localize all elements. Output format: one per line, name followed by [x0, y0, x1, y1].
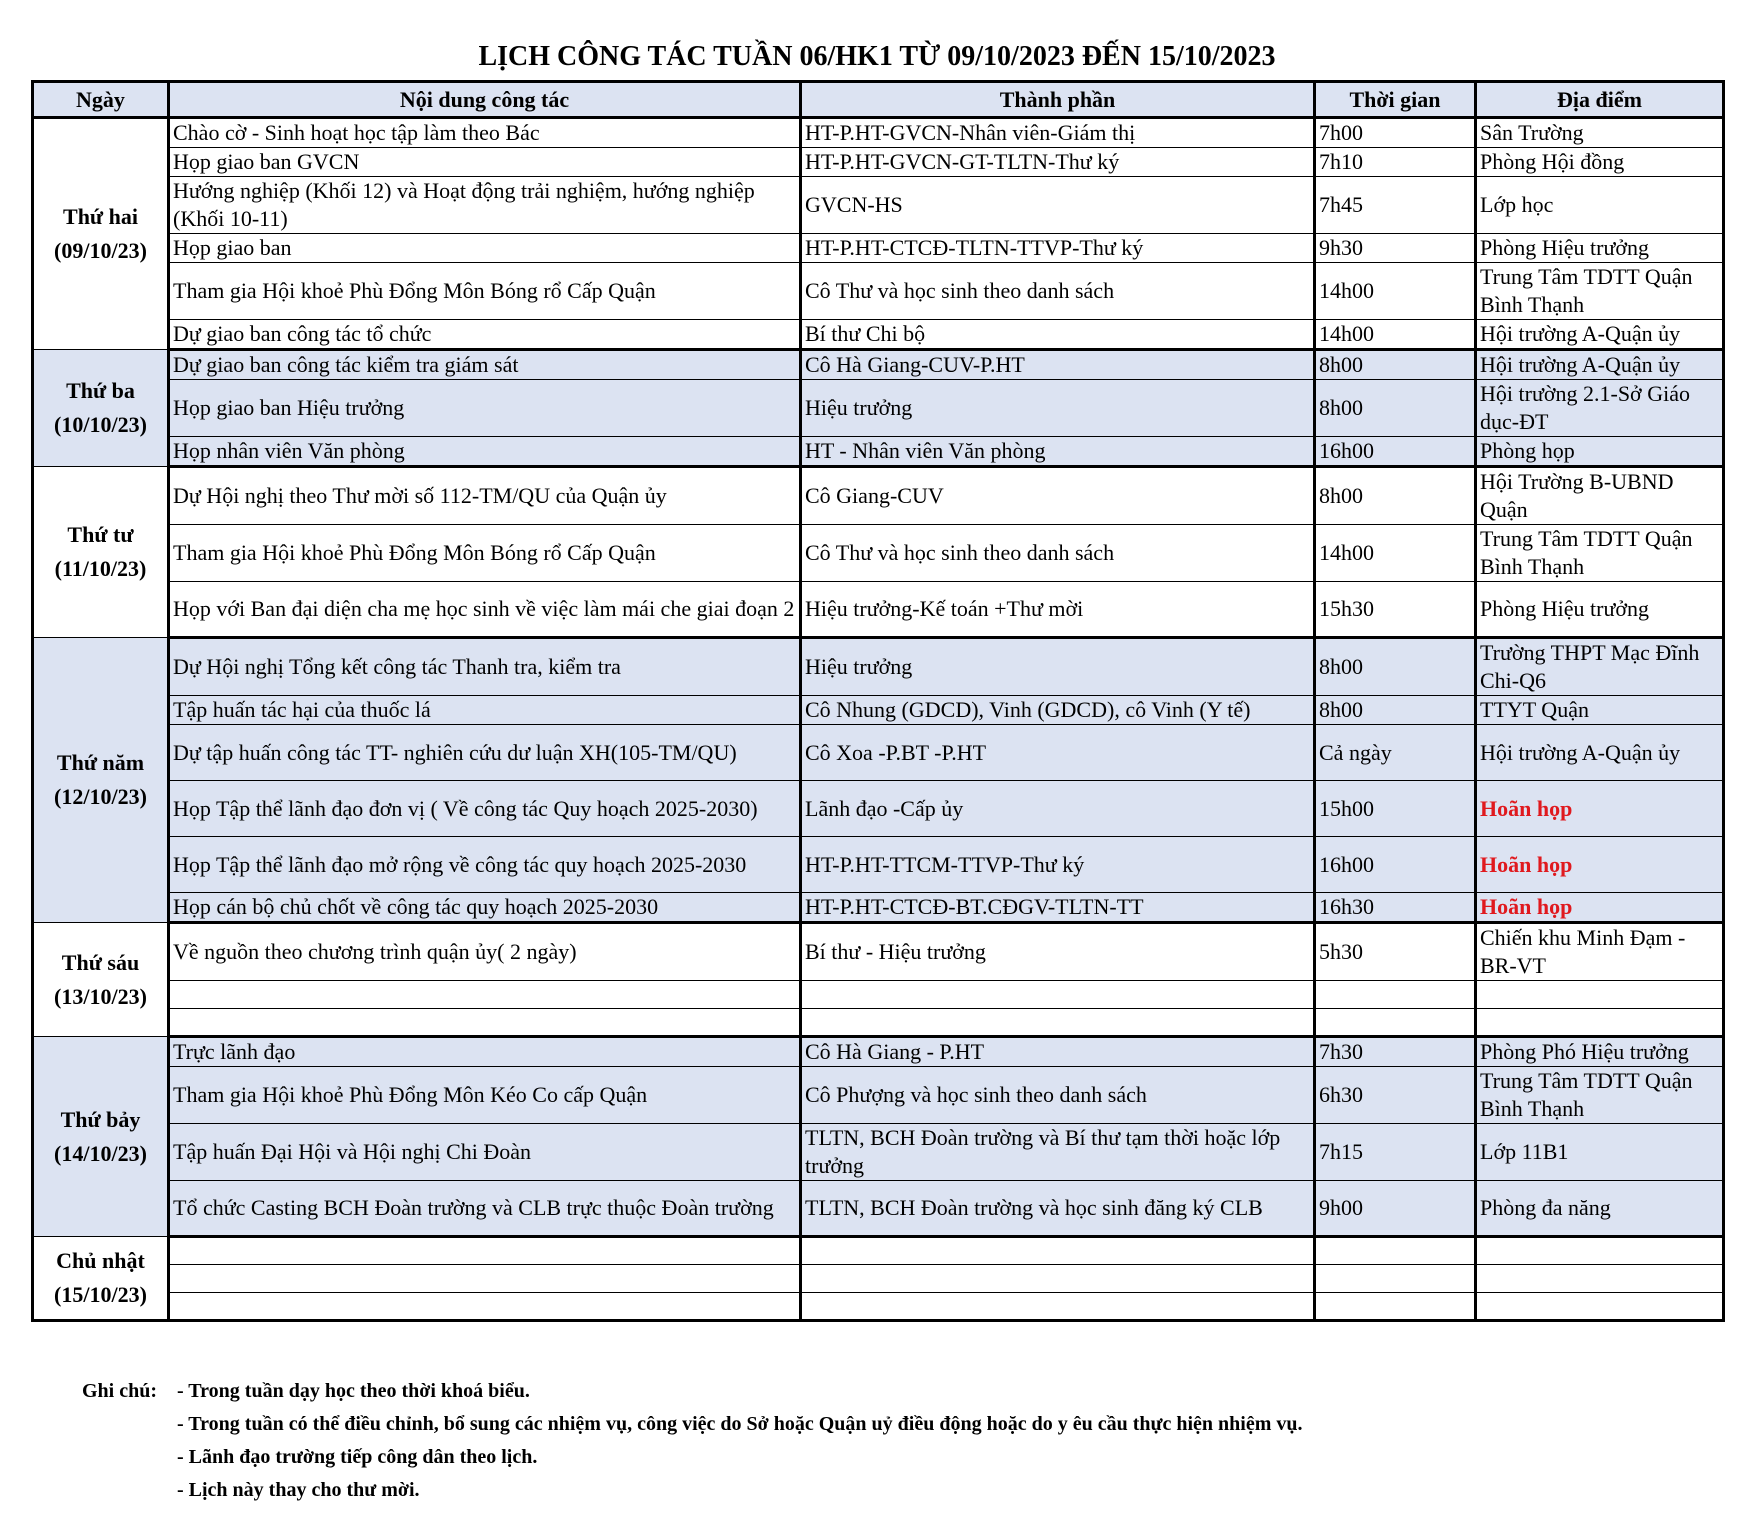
time-cell [1315, 981, 1476, 1009]
note-item: - Lãnh đạo trường tiếp công dân theo lịch. [177, 1446, 538, 1468]
participants-cell [801, 1009, 1315, 1037]
table-row [33, 981, 1724, 1009]
table-row [33, 234, 1724, 263]
schedule-table [31, 80, 1725, 1322]
location-cell: Phòng họp [1476, 437, 1724, 467]
table-row [33, 1237, 1724, 1265]
content-cell: Họp nhân viên Văn phòng [169, 437, 801, 467]
day-name: Chủ nhật [56, 1248, 145, 1273]
content-cell [169, 1293, 801, 1321]
time-cell: 7h10 [1315, 148, 1476, 177]
time-cell: 8h00 [1315, 350, 1476, 380]
participants-cell: HT - Nhân viên Văn phòng [801, 437, 1315, 467]
table-row [33, 380, 1724, 437]
location-cell: Trung Tâm TDTT Quận Bình Thạnh [1476, 263, 1724, 320]
day-cell [33, 638, 169, 923]
time-cell [1315, 1293, 1476, 1321]
time-cell: 9h00 [1315, 1181, 1476, 1237]
table-row [33, 638, 1724, 696]
day-cell [33, 118, 169, 350]
time-cell: 8h00 [1315, 467, 1476, 525]
location-cell [1476, 1265, 1724, 1293]
table-row [33, 148, 1724, 177]
day-cell [33, 467, 169, 638]
content-cell: Tham gia Hội khoẻ Phù Đổng Môn Kéo Co cấp Quận [169, 1067, 801, 1124]
content-cell: Họp giao ban Hiệu trưởng [169, 380, 801, 437]
day-date: (12/10/23) [54, 784, 147, 809]
content-cell: Dự tập huấn công tác TT- nghiên cứu dư luận XH(105-TM/QU) [169, 725, 801, 781]
content-cell: Dự giao ban công tác tổ chức [169, 320, 801, 350]
table-row [33, 1037, 1724, 1067]
time-cell: 8h00 [1315, 638, 1476, 696]
day-cell [33, 923, 169, 1037]
day-date: (15/10/23) [54, 1282, 147, 1307]
participants-cell: Hiệu trưởng [801, 380, 1315, 437]
participants-cell: Cô Thư và học sinh theo danh sách [801, 525, 1315, 582]
time-cell [1315, 1265, 1476, 1293]
content-cell: Họp cán bộ chủ chốt về công tác quy hoạch 2025-2030 [169, 893, 801, 923]
time-cell: Cả ngày [1315, 725, 1476, 781]
content-cell: Dự Hội nghị theo Thư mời số 112-TM/QU của Quận ủy [169, 467, 801, 525]
participants-cell: Cô Thư và học sinh theo danh sách [801, 263, 1315, 320]
table-row [33, 525, 1724, 582]
header-participants: Thành phần [801, 82, 1315, 118]
table-row [33, 893, 1724, 923]
day-date: (09/10/23) [54, 238, 147, 263]
location-cell: Hoãn họp [1476, 781, 1724, 837]
day-cell [33, 350, 169, 467]
location-cell: Hội trường A-Quận ủy [1476, 725, 1724, 781]
content-cell: Dự Hội nghị Tổng kết công tác Thanh tra, kiểm tra [169, 638, 801, 696]
participants-cell: HT-P.HT-CTCĐ-BT.CĐGV-TLTN-TT [801, 893, 1315, 923]
day-date: (13/10/23) [54, 983, 147, 1009]
note-item: - Trong tuần có thể điều chỉnh, bổ sung các nhiệm vụ, công việc do Sở hoặc Quận uỷ điều động hoặc do y êu cầu thực hiện nhiệm vụ. [177, 1413, 1303, 1435]
content-cell: Tập huấn Đại Hội và Hội nghị Chi Đoàn [169, 1124, 801, 1181]
table-row [33, 1067, 1724, 1124]
table-row [33, 725, 1724, 781]
note-item: - Trong tuần dạy học theo thời khoá biểu. [177, 1380, 530, 1402]
time-cell: 7h45 [1315, 177, 1476, 234]
header-content: Nội dung công tác [169, 82, 801, 118]
location-cell: Sân Trường [1476, 118, 1724, 148]
table-row [33, 350, 1724, 380]
participants-cell: Cô Xoa -P.BT -P.HT [801, 725, 1315, 781]
content-cell: Trực lãnh đạo [169, 1037, 801, 1067]
location-cell: Phòng Phó Hiệu trưởng [1476, 1037, 1724, 1067]
day-name: Thứ năm [56, 750, 145, 775]
table-row [33, 582, 1724, 638]
note-item: - Lịch này thay cho thư mời. [177, 1479, 420, 1501]
participants-cell: Cô Hà Giang-CUV-P.HT [801, 350, 1315, 380]
content-cell: Tham gia Hội khoẻ Phù Đổng Môn Bóng rổ Cấp Quận [169, 525, 801, 582]
participants-cell: Cô Nhung (GDCD), Vinh (GDCD), cô Vinh (Y tế) [801, 696, 1315, 725]
table-row [33, 1124, 1724, 1181]
location-cell: Trung Tâm TDTT Quận Bình Thạnh [1476, 1067, 1724, 1124]
content-cell: Tổ chức Casting BCH Đoàn trường và CLB trực thuộc Đoàn trường [169, 1181, 801, 1237]
time-cell: 7h15 [1315, 1124, 1476, 1181]
content-cell: Chào cờ - Sinh hoạt học tập làm theo Bác [169, 118, 801, 148]
day-date: (10/10/23) [54, 412, 147, 437]
table-row [33, 320, 1724, 350]
table-row [33, 437, 1724, 467]
time-cell: 7h30 [1315, 1037, 1476, 1067]
table-row [33, 1181, 1724, 1237]
table-row [33, 781, 1724, 837]
notes-list [177, 1375, 1677, 1507]
participants-cell: Hiệu trưởng-Kế toán +Thư mời [801, 582, 1315, 638]
table-row [33, 1009, 1724, 1037]
participants-cell: HT-P.HT-CTCĐ-TLTN-TTVP-Thư ký [801, 234, 1315, 263]
time-cell: 8h00 [1315, 696, 1476, 725]
participants-cell: HT-P.HT-TTCM-TTVP-Thư ký [801, 837, 1315, 893]
location-cell: Hội trường A-Quận ủy [1476, 320, 1724, 350]
time-cell: 8h00 [1315, 380, 1476, 437]
location-cell: Lớp học [1476, 177, 1724, 234]
participants-cell: Bí thư - Hiệu trưởng [801, 923, 1315, 981]
time-cell: 14h00 [1315, 525, 1476, 582]
participants-cell [801, 1265, 1315, 1293]
table-row [33, 923, 1724, 981]
table-row [33, 696, 1724, 725]
time-cell: 16h00 [1315, 437, 1476, 467]
content-cell: Họp Tập thể lãnh đạo đơn vị ( Về công tác Quy hoạch 2025-2030) [169, 781, 801, 837]
participants-cell [801, 1237, 1315, 1265]
location-cell [1476, 1237, 1724, 1265]
content-cell: Họp giao ban GVCN [169, 148, 801, 177]
time-cell: 14h00 [1315, 320, 1476, 350]
participants-cell [801, 981, 1315, 1009]
day-name: Thứ ba [66, 378, 135, 403]
location-cell: Trung Tâm TDTT Quận Bình Thạnh [1476, 525, 1724, 582]
location-cell: Hội trường A-Quận ủy [1476, 350, 1724, 380]
participants-cell: Lãnh đạo -Cấp ủy [801, 781, 1315, 837]
time-cell: 14h00 [1315, 263, 1476, 320]
table-row [33, 837, 1724, 893]
table-row [33, 177, 1724, 234]
participants-cell: Cô Hà Giang - P.HT [801, 1037, 1315, 1067]
notes-label: Ghi chú: [82, 1380, 158, 1402]
content-cell [169, 1265, 801, 1293]
content-cell: Tham gia Hội khoẻ Phù Đổng Môn Bóng rổ Cấp Quận [169, 263, 801, 320]
location-cell [1476, 1009, 1724, 1037]
content-cell: Họp Tập thể lãnh đạo mở rộng về công tác quy hoạch 2025-2030 [169, 837, 801, 893]
location-cell: Phòng Hiệu trưởng [1476, 582, 1724, 638]
time-cell [1315, 1009, 1476, 1037]
content-cell: Họp giao ban [169, 234, 801, 263]
table-header-row [33, 82, 1724, 118]
location-cell: Phòng Hiệu trưởng [1476, 234, 1724, 263]
location-cell: Phòng Hội đồng [1476, 148, 1724, 177]
time-cell: 16h30 [1315, 893, 1476, 923]
participants-cell: HT-P.HT-GVCN-GT-TLTN-Thư ký [801, 148, 1315, 177]
header-location: Địa điểm [1476, 82, 1724, 118]
location-cell: Hoãn họp [1476, 893, 1724, 923]
participants-cell: TLTN, BCH Đoàn trường và Bí thư tạm thời hoặc lớp trưởng [801, 1124, 1315, 1181]
table-row [33, 1293, 1724, 1321]
day-date: (14/10/23) [54, 1140, 147, 1166]
time-cell: 6h30 [1315, 1067, 1476, 1124]
participants-cell: TLTN, BCH Đoàn trường và học sinh đăng ký CLB [801, 1181, 1315, 1237]
schedule-body [33, 118, 1724, 1321]
time-cell: 9h30 [1315, 234, 1476, 263]
day-cell [33, 1037, 169, 1237]
day-cell [33, 1237, 169, 1321]
time-cell: 7h00 [1315, 118, 1476, 148]
location-cell [1476, 1293, 1724, 1321]
content-cell: Hướng nghiệp (Khối 12) và Hoạt động trải nghiệm, hướng nghiệp (Khối 10-11) [169, 177, 801, 234]
participants-cell: GVCN-HS [801, 177, 1315, 234]
table-row [33, 1265, 1724, 1293]
participants-cell: HT-P.HT-GVCN-Nhân viên-Giám thị [801, 118, 1315, 148]
location-cell: Chiến khu Minh Đạm - BR-VT [1476, 923, 1724, 981]
table-row [33, 118, 1724, 148]
location-cell: TTYT Quận [1476, 696, 1724, 725]
day-name: Thứ bảy [60, 1106, 141, 1132]
header-time: Thời gian [1315, 82, 1476, 118]
time-cell: 5h30 [1315, 923, 1476, 981]
location-cell: Hội Trường B-UBND Quận [1476, 467, 1724, 525]
location-cell: Lớp 11B1 [1476, 1124, 1724, 1181]
location-cell: Hoãn họp [1476, 837, 1724, 893]
time-cell: 16h00 [1315, 837, 1476, 893]
location-cell: Phòng đa năng [1476, 1181, 1724, 1237]
table-row [33, 263, 1724, 320]
participants-cell [801, 1293, 1315, 1321]
header-day: Ngày [33, 82, 169, 118]
time-cell: 15h30 [1315, 582, 1476, 638]
table-row [33, 467, 1724, 525]
participants-cell: Cô Giang-CUV [801, 467, 1315, 525]
location-cell: Trường THPT Mạc Đĩnh Chi-Q6 [1476, 638, 1724, 696]
content-cell [169, 1009, 801, 1037]
page-title: LỊCH CÔNG TÁC TUẦN 06/HK1 TỪ 09/10/2023 ĐẾN 15/10/2023 [478, 41, 1276, 72]
time-cell [1315, 1237, 1476, 1265]
content-cell: Tập huấn tác hại của thuốc lá [169, 696, 801, 725]
location-cell [1476, 981, 1724, 1009]
content-cell: Dự giao ban công tác kiểm tra giám sát [169, 350, 801, 380]
content-cell: Về nguồn theo chương trình quận ủy( 2 ngày) [169, 923, 801, 981]
day-date: (11/10/23) [54, 556, 147, 581]
participants-cell: Bí thư Chi bộ [801, 320, 1315, 350]
participants-cell: Cô Phượng và học sinh theo danh sách [801, 1067, 1315, 1124]
time-cell: 15h00 [1315, 781, 1476, 837]
day-name: Thứ hai [63, 204, 138, 229]
content-cell [169, 1237, 801, 1265]
day-name: Thứ tư [67, 522, 134, 547]
location-cell: Hội trường 2.1-Sở Giáo dục-ĐT [1476, 380, 1724, 437]
content-cell: Họp với Ban đại diện cha mẹ học sinh về việc làm mái che giai đoạn 2 [169, 582, 801, 638]
content-cell [169, 981, 801, 1009]
day-name: Thứ sáu [61, 949, 140, 975]
participants-cell: Hiệu trưởng [801, 638, 1315, 696]
